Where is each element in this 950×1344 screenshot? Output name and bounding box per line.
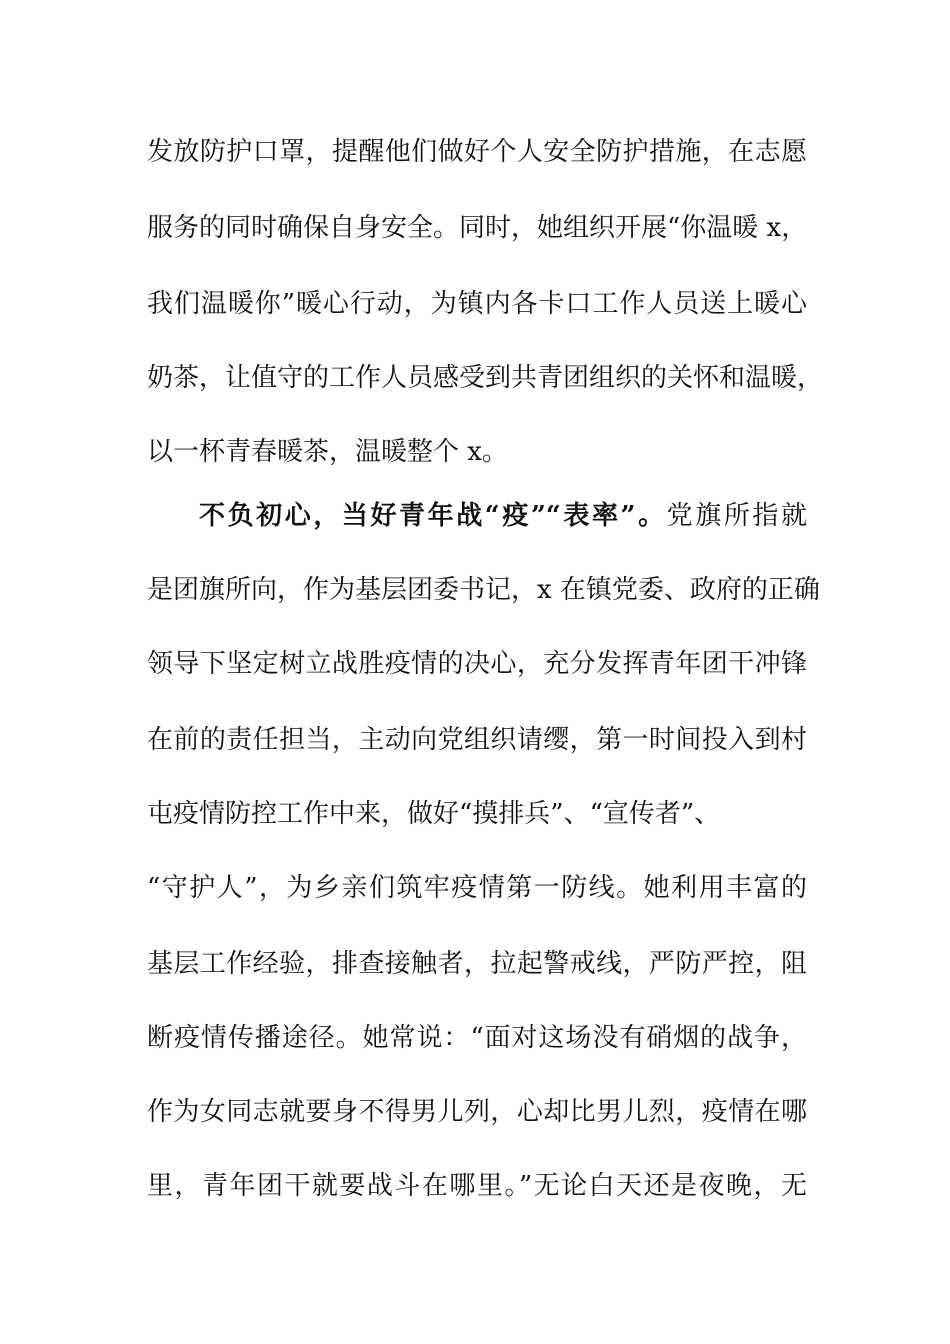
paragraph-2-line-5: 屯疫情防控工作中来，做好“摸排兵”、“宣传者”、 [147,799,721,829]
paragraph-1-line-4: 奶茶，让值守的工作人员感受到共青团组织的关怀和温暖， [147,363,824,393]
paragraph-2-line-1 [199,496,807,536]
paragraph-2-line-3: 领导下坚定树立战胜疫情的决心，充分发挥青年团干冲锋 [147,649,807,679]
paragraph-2-heading: 不负初心，当好青年战“疫”“表率”。 [199,501,667,531]
paragraph-2-line-10: 里，青年团干就要战斗在哪里。”无论白天还是夜晚，无 [147,1171,807,1201]
paragraph-2-line-9: 作为女同志就要身不得男儿列，心却比男儿烈，疫情在哪 [147,1097,807,1127]
paragraph-2-line-6: “守护人”，为乡亲们筑牢疫情第一防线。她利用丰富的 [147,873,807,903]
paragraph-1-line-3: 我们温暖你”暖心行动，为镇内各卡口工作人员送上暖心 [147,289,807,319]
paragraph-1-line-1: 发放防护口罩，提醒他们做好个人安全防护措施，在志愿 [147,137,807,167]
paragraph-2-line-8: 断疫情传播途径。她常说：“面对这场没有硝烟的战争， [147,1023,807,1053]
paragraph-2-line-7: 基层工作经验，排查接触者，拉起警戒线，严防严控，阻 [147,949,807,979]
paragraph-1-line-5: 以一杯青春暖茶，温暖整个 x。 [147,437,508,467]
paragraph-1-line-2: 服务的同时确保自身安全。同时，她组织开展“你温暖 x， [147,213,808,243]
paragraph-2-line-1-rest: 党旗所指就 [666,501,807,531]
paragraph-2-line-2: 是团旗所向，作为基层团委书记，x 在镇党委、政府的正确 [147,575,820,605]
paragraph-2-line-4: 在前的责任担当，主动向党组织请缨，第一时间投入到村 [147,725,807,755]
